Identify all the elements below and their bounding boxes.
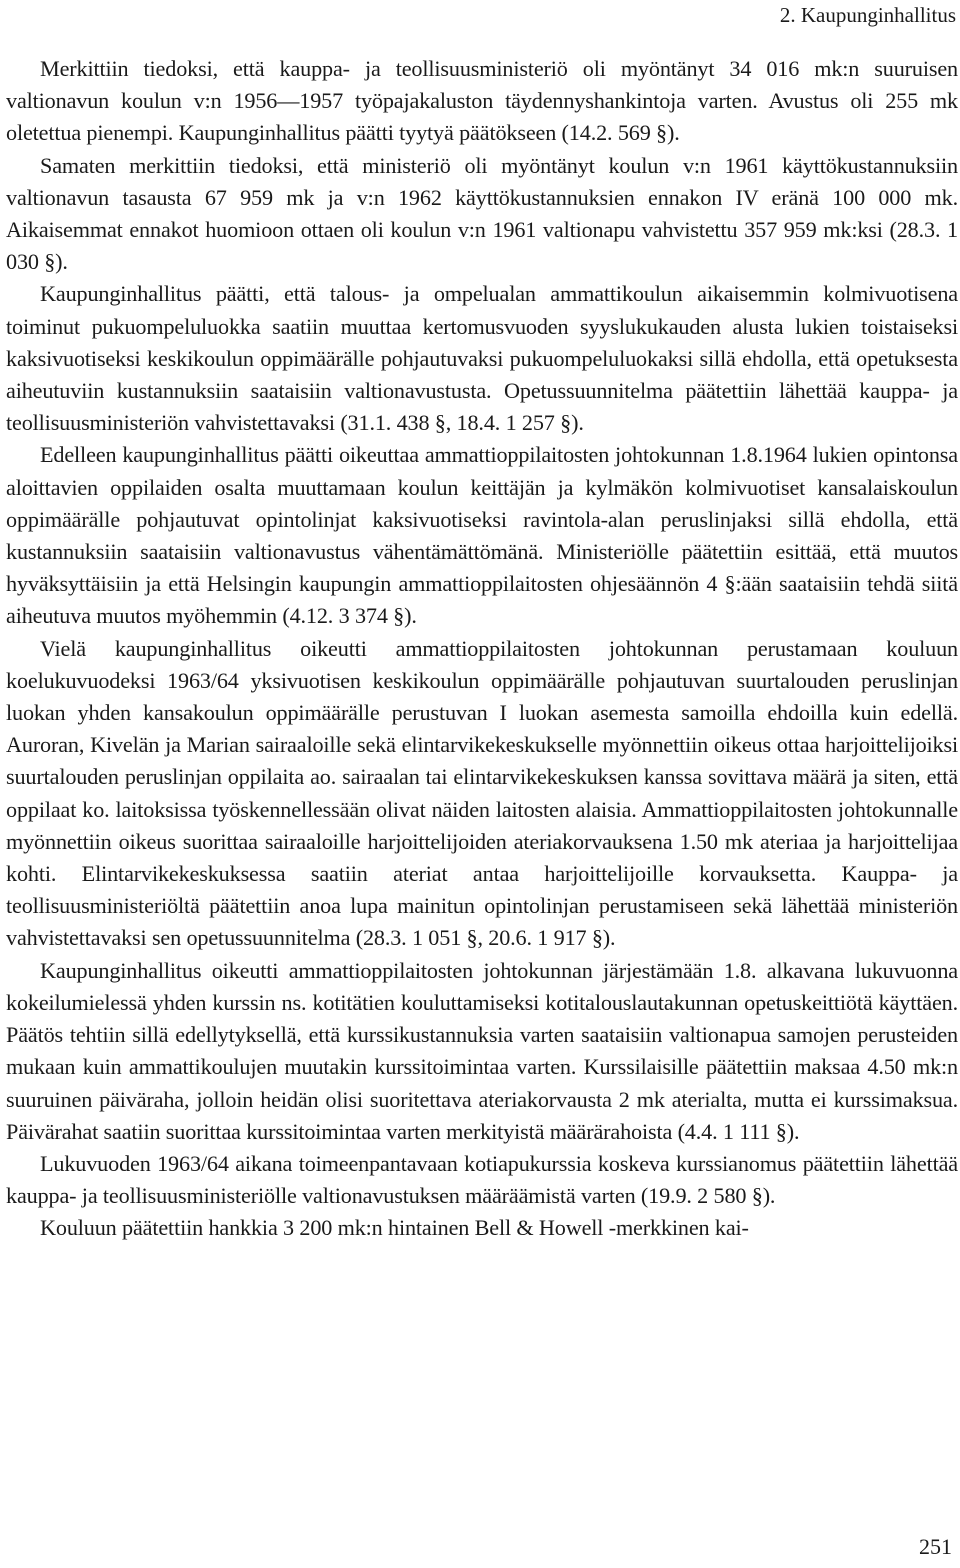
paragraph: Samaten merkittiin tiedoksi, että ministeriö oli myöntänyt koulun v:n 1961 käyttökustannuksiin valtionavun tasausta 67 959 mk ja v:n 1962 käyttökustannuksien ennakon IV eränä 100 000 mk. Aikaisemmat ennakot huomioon ottaen oli koulun v:n 1961 valtionapu vahvistettu 357 959 mk:ksi (28.3. 1 030 §). — [6, 152, 958, 275]
running-head: 2. Kaupunginhallitus — [779, 3, 956, 27]
paragraph: Vielä kaupunginhallitus oikeutti ammattioppilaitosten johtokunnan perustamaan kouluun koelukuvuodeksi 1963/64 yksivuotisen keskikoulun oppimäärälle pohjautuvan suurtalouden peruslinjan luokan yhden kansakoulun oppimäärälle perustuvan I luokan asemesta samoilla ehdoilla kuin edellä. Auroran, Kivelän ja Marian sairaaloille sekä elintarvikekeskukselle myönnettiin oikeus ottaa harjoittelijoiksi suurtalouden peruslinjan oppilaita ao. sairaalan tai elintarvikekeskuksen kanssa sovittava määrä ja siten, että oppilaat ko. laitoksissa työskennellessään olivat näiden laitosten alaisia. Ammattioppilaitosten johtokunnalle myönnettiin oikeus suorittaa sairaaloille harjoittelijoiden ateriakorvauksena 1.50 mk ateriaa ja harjoittelijaa kohti. Elintarvikekeskuksessa saatiin ateriat antaa harjoittelijoille korvauksetta. Kauppa- ja teollisuusministeriöltä päätettiin anoa lupa mainitun opintolinjan perustamiseen sekä lähettää ministeriön vahvistettavaksi sen opetussuunnitelma (28.3. 1 051 §, 20.6. 1 917 §). — [6, 635, 958, 951]
paragraph: Kaupunginhallitus oikeutti ammattioppilaitosten johtokunnan järjestämään 1.8. alkavana lukuvuonna kokeilumielessä yhden kurssin ns. kotitätien kouluttamiseksi kotitalouslautakunnan opetuskeittiötä käyttäen. Päätös tehtiin sillä edellytyksellä, että kurssikustannuksia varten saataisiin valtionapua samojen perusteiden mukaan kuin ammattikoulujen muutakin kurssitoimintaa varten. Kurssilaisille päätettiin maksaa 4.50 mk:n suuruinen päiväraha, jolloin heidän olisi suoritettava ateriakorvausta 2 mk aterialta, mutta ei kurssimaksua. Päivärahat saatiin suorittaa kurssitoimintaa varten merkityistä määrärahoista (4.4. 1 111 §). — [6, 957, 958, 1144]
paragraph: Lukuvuoden 1963/64 aikana toimeenpantavaan kotiapukurssia koskeva kurssianomus päätettiin lähettää kauppa- ja teollisuusministeriölle valtionavustuksen määräämistä varten (19.9. 2 580 §). — [6, 1150, 958, 1209]
paragraph: Merkittiin tiedoksi, että kauppa- ja teollisuusministeriö oli myöntänyt 34 016 mk:n suuruisen valtionavun koulun v:n 1956—1957 työpajakaluston täydennyshankintoja varten. Avustus oli 255 mk oletettua pienempi. Kaupunginhallitus päätti tyytyä päätökseen (14.2. 569 §). — [6, 56, 958, 146]
paragraph: Kaupunginhallitus päätti, että talous- ja ompelualan ammattikoulun aikaisemmin kolmivuotisena toiminut pukuompeluluokka saatiin muuttaa kertomusvuoden syyslukukauden alusta lukien toistaiseksi kaksivuotiseksi keskikoulun oppimäärälle pohjautuvaksi pukuompeluluokaksi sillä ehdolla, että opetuksesta aiheutuviin kustannuksiin saataisiin valtionavustusta. Opetussuunnitelma päätettiin lähettää kauppa- ja teollisuusministeriön vahvistettavaksi (31.1. 438 §, 18.4. 1 257 §). — [6, 281, 958, 436]
paragraph: Kouluun päätettiin hankkia 3 200 mk:n hintainen Bell & Howell -merkkinen kai- — [40, 1215, 749, 1241]
paragraph: Edelleen kaupunginhallitus päätti oikeuttaa ammattioppilaitosten johtokunnan 1.8.1964 lukien opintonsa aloittavien oppilaiden osalta muuttamaan koulun keittäjän ja kylmäkön kolmivuotiset kansalaiskoulun oppimäärälle pohjautuvat opintolinjat kaksivuotiseksi ravintola-alan peruslinjaksi sillä ehdolla, että kustannuksiin saataisiin valtionavustus vähentämättömänä. Ministeriölle päätettiin esittää, että muutos hyväksyttäisiin ja että Helsingin kaupungin ammattioppilaitosten ohjesäännön 4 §:ään saataisiin tehdä siitä aiheutuva muutos myöhemmin (4.12. 3 374 §). — [6, 442, 958, 629]
body-text — [6, 53, 958, 1245]
page-number: 251 — [919, 1534, 952, 1559]
